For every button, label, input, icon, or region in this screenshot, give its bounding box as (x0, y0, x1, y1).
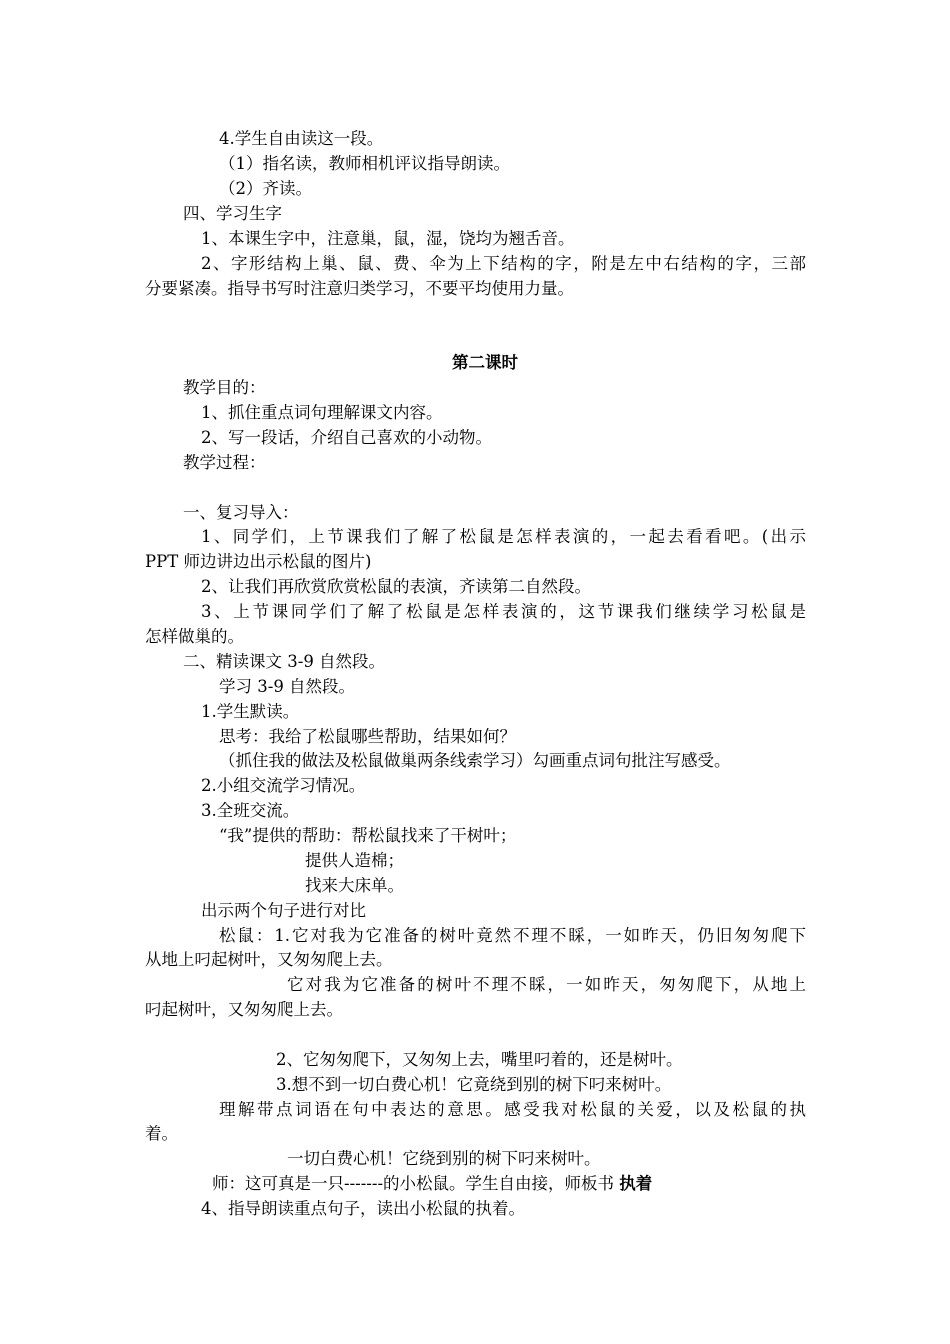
text-line: 分要紧凑。指导书写时注意归类学习，不要平均使用力量。 (145, 279, 574, 298)
text-line: 1、抓住重点词句理解课文内容。 (201, 403, 443, 422)
text-line: 松鼠：1.它对我为它准备的树叶竟然不理不睬，一如昨天，仍旧匆匆爬下 (219, 926, 806, 945)
text-line: 从地上叼起树叶，又匆匆爬上去。 (145, 950, 393, 969)
text-line: （抓住我的做法及松鼠做巢两条线索学习）勾画重点词句批注写感受。 (219, 751, 731, 770)
section-heading: 教学过程： (183, 453, 266, 472)
text-line: 出示两个句子进行对比 (201, 901, 366, 920)
text-line: 2.小组交流学习情况。 (201, 776, 366, 795)
text-line: 思考：我给了松鼠哪些帮助，结果如何？ (219, 727, 516, 746)
text-line: 它对我为它准备的树叶不理不睬，一如昨天，匆匆爬下，从地上 (287, 975, 806, 994)
text-line: 提供人造棉； (305, 851, 404, 870)
text-line: 学习 3-9 自然段。 (219, 677, 356, 696)
text-line: 着。 (145, 1124, 178, 1143)
text-line: （1）指名读，教师相机评议指导朗读。 (219, 154, 510, 173)
text-line: 3.想不到一切白费心机！它竟绕到别的树下叼来树叶。 (276, 1075, 672, 1094)
text-line: 理解带点词语在句中表达的意思。感受我对松鼠的关爱，以及松鼠的执 (219, 1100, 806, 1119)
section-heading: 二、精读课文 3-9 自然段。 (183, 652, 386, 671)
text-line: 怎样做巢的。 (145, 627, 244, 646)
text-line: 2、它匆匆爬下，又匆匆上去，嘴里叼着的，还是树叶。 (276, 1050, 683, 1069)
text-line: “我”提供的帮助：帮松鼠找来了干树叶； (219, 826, 517, 845)
board-writing: 执着 (619, 1174, 653, 1193)
text-line: 1、同学们，上节课我们了解了松鼠是怎样表演的，一起去看看吧。(出示 (201, 527, 806, 546)
text-line: 3、上节课同学们了解了松鼠是怎样表演的，这节课我们继续学习松鼠是 (201, 602, 806, 621)
text-line: 2、字形结构上巢、鼠、费、伞为上下结构的字，附是左中右结构的字，三部 (201, 254, 806, 273)
section-heading: 四、学习生字 (183, 204, 282, 223)
text-line: 找来大床单。 (305, 876, 404, 895)
text-line: 1、本课生字中，注意巢，鼠，湿，饶均为翘舌音。 (201, 229, 575, 248)
text-line: 3.全班交流。 (201, 801, 300, 820)
text-line: 2、让我们再欣赏欣赏松鼠的表演，齐读第二自然段。 (201, 577, 591, 596)
text-line (212, 1172, 652, 1196)
text-line: （2）齐读。 (219, 179, 312, 198)
section-heading: 一、复习导入： (183, 503, 299, 522)
text-line: PPT 师边讲边出示松鼠的图片) (145, 552, 372, 571)
text-line-part: 师：这可真是一只-------的小松鼠。学生自由接，师板书 (212, 1174, 620, 1193)
text-line: 2、写一段话，介绍自己喜欢的小动物。 (201, 428, 492, 447)
section-heading: 教学目的： (183, 378, 266, 397)
text-line: 一切白费心机！它绕到别的树下叼来树叶。 (287, 1149, 601, 1168)
text-line: 叼起树叶，又匆匆爬上去。 (145, 1000, 343, 1019)
lesson-title: 第二课时 (452, 353, 518, 372)
text-line: 4、指导朗读重点句子，读出小松鼠的执着。 (201, 1199, 525, 1218)
text-line: 4.学生自由读这一段。 (219, 129, 384, 148)
text-line: 1.学生默读。 (201, 702, 300, 721)
